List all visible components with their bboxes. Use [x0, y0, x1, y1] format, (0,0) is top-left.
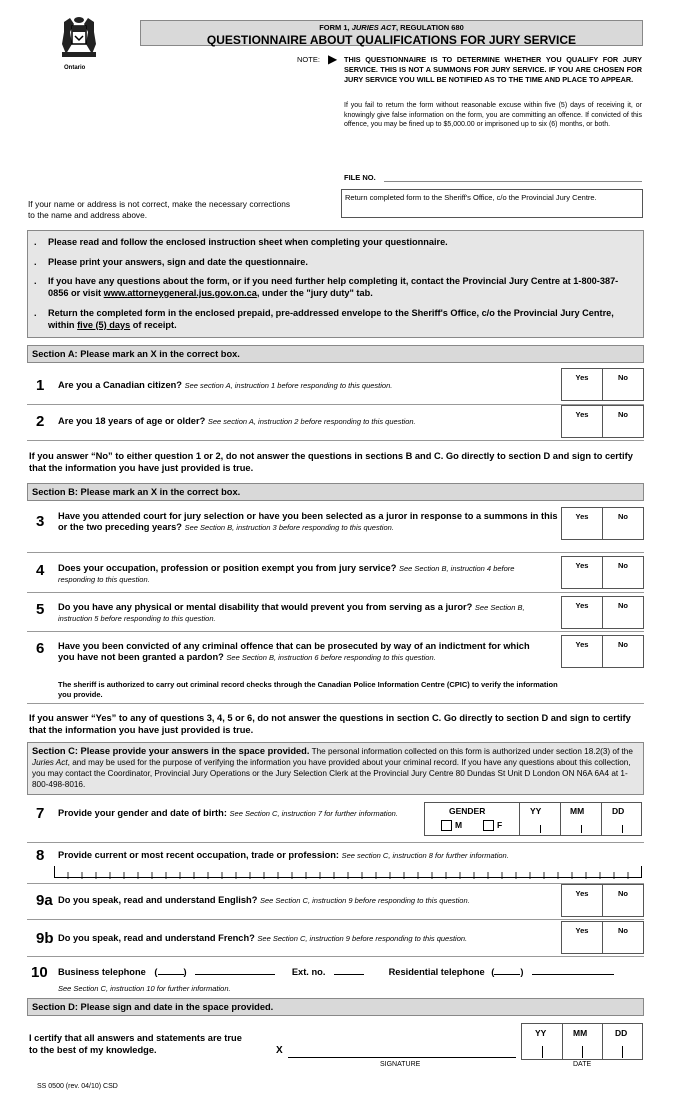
q3-no[interactable]: No [618, 512, 628, 521]
q6-yes-no-box [561, 635, 644, 668]
date-month-field[interactable]: MM [563, 1024, 603, 1059]
question-3-text: Have you attended court for jury selection or have you been selected as a juror in response to a summons in this or the two preceding years? See Section B, instruction 3 before responding to this question. [58, 511, 558, 532]
warning-text: If you fail to return the form without reasonable excuse within five (5) days of receiving it, or knowingly give false information on the form, you are committing an offence. If convicted of this offence, you may be fined up to $5,000.00 or imprisoned up to six (6) months, or both. [344, 102, 642, 129]
question-2-text: Are you 18 years of age or older? See section A, instruction 2 before responding to this question. [58, 416, 416, 426]
gender-male-option[interactable]: M [441, 820, 462, 831]
q2-yes-no-box [561, 405, 644, 438]
business-area-code-field[interactable] [158, 974, 184, 975]
cpic-note: The sheriff is authorized to carry out criminal record checks through the Canadian Police Information Centre (CPIC) to verify the information you provide. [58, 680, 558, 699]
q9b-yes-no-box [561, 921, 644, 954]
signature-label: SIGNATURE [380, 1061, 421, 1068]
section-c-header: Section C: Please provide your answers in the space provided. The personal information collected on this form is authorized under section 18.2(3) of the Juries Act, and may be used for the purpose of verifying the information you have provided about your criminal record. If you have any questions about this collection, you may contact the Coordinator, Provincial Jury Operations or the Jury Selection Clerk at the Provincial Jury Centre 80 Dundas St Unit D London ON N6A 6A4 at 1-800-498-8016. [27, 742, 644, 795]
file-no-label: FILE NO. [344, 173, 376, 182]
q1-yes[interactable]: Yes [562, 369, 603, 400]
q6-no[interactable]: No [618, 640, 628, 649]
form-footer-code: SS 0500 (rev. 04/10) CSD [37, 1083, 118, 1090]
q2-yes[interactable]: Yes [562, 406, 603, 437]
return-instruction-box: Return completed form to the Sheriff's Office, c/o the Provincial Jury Centre. [341, 189, 643, 218]
section-a-header: Section A: Please mark an X in the correct box. [27, 345, 644, 363]
birth-year-field[interactable]: YY [520, 803, 561, 835]
form-title-box [140, 20, 643, 46]
date-day-field[interactable]: DD [615, 1028, 628, 1038]
question-5-text: Do you have any physical or mental disability that would prevent you from serving as a juror? See Section B, instruction 5 before responding to this question. [58, 602, 525, 623]
section-a-note: If you answer “No” to either question 1 or 2, do not answer the questions in sections B and C. Go directly to section D and sign to certify that the information you have just provided is true. [29, 451, 633, 473]
question-1-text: Are you a Canadian citizen? See section A, instruction 1 before responding to this question. [58, 380, 393, 390]
question-number: 9a [36, 892, 53, 909]
female-checkbox[interactable] [483, 820, 494, 831]
section-b-header: Section B: Please mark an X in the correct box. [27, 483, 644, 501]
question-9b-text: Do you speak, read and understand French? See Section C, instruction 9 before responding to this question. [58, 933, 468, 943]
file-no-field[interactable] [384, 181, 642, 182]
question-number: 9b [36, 930, 54, 947]
divider [27, 956, 644, 957]
q4-no[interactable]: No [618, 561, 628, 570]
date-label: DATE [573, 1061, 592, 1068]
signature-x-mark: X [276, 1045, 283, 1056]
gender-dob-box [424, 802, 642, 836]
residential-telephone-field[interactable] [532, 974, 614, 975]
logo-wordmark: Ontario [64, 65, 86, 71]
question-number: 4 [36, 562, 45, 579]
name-correction-note: If your name or address is not correct, make the necessary corrections to the name and address above. [28, 199, 290, 220]
q2-no[interactable]: No [618, 410, 628, 419]
question-10-text: Business telephone ( ) Ext. no. Residential telephone ( ) [58, 967, 638, 978]
q6-yes[interactable]: Yes [562, 636, 603, 667]
question-7-text: Provide your gender and date of birth: See Section C, instruction 7 for further information. [58, 808, 398, 818]
note-arrow-icon: ▶ [328, 52, 338, 66]
divider [27, 552, 644, 553]
question-8-text: Provide current or most recent occupation, trade or profession: See section C, instruction 8 for further information. [58, 850, 509, 860]
question-number: 7 [36, 805, 45, 822]
question-number: 6 [36, 640, 45, 657]
q9a-yes-no-box [561, 884, 644, 917]
question-number: 8 [36, 847, 45, 864]
divider [27, 631, 644, 632]
q1-no[interactable]: No [618, 373, 628, 382]
question-6-text: Have you been convicted of any criminal offence that can be prosecuted by way of an indictment for which you have not been granted a pardon? See Section B, instruction 6 before responding to this question. [58, 641, 530, 662]
question-number: 3 [36, 513, 45, 530]
q9b-no[interactable]: No [618, 926, 628, 935]
birth-month-field[interactable]: MM [561, 803, 602, 835]
divider [27, 440, 644, 441]
section-d-header: Section D: Please sign and date in the space provided. [27, 998, 644, 1016]
form-title: QUESTIONNAIRE ABOUT QUALIFICATIONS FOR JURY SERVICE [206, 33, 577, 47]
section-b-note: If you answer “Yes” to any of questions 3, 4, 5 or 6, do not answer the questions in section C. Go directly to section D and sign to certify that the information you have just provided is true. [29, 713, 631, 735]
question-10-hint: See Section C, instruction 10 for further information. [58, 984, 231, 993]
question-9a-text: Do you speak, read and understand English? See Section C, instruction 9 before responding to this question. [58, 895, 470, 905]
q1-yes-no-box [561, 368, 644, 401]
q9a-yes[interactable]: Yes [562, 885, 603, 916]
certification-statement: I certify that all answers and statements are true to the best of my knowledge. [29, 1033, 242, 1055]
signature-date-box [521, 1023, 643, 1060]
birth-day-field[interactable]: DD [612, 806, 625, 816]
note-label: NOTE: [297, 55, 320, 64]
residential-area-code-field[interactable] [494, 974, 520, 975]
q3-yes[interactable]: Yes [562, 508, 603, 539]
divider [27, 703, 644, 704]
q3-yes-no-box [561, 507, 644, 540]
question-4-text: Does your occupation, profession or position exempt you from jury service? See Section B, instruction 4 before responding to this question. [58, 563, 515, 584]
ontario-coat-of-arms-logo [56, 14, 102, 60]
occupation-character-ticks [54, 870, 642, 879]
question-number: 2 [36, 413, 45, 430]
q9a-no[interactable]: No [618, 889, 628, 898]
instructions-box: . Please read and follow the enclosed instruction sheet when completing your questionnaire. . Please print your answers, sign and date the questionnaire. . If you have any questions about the form, or if you need further help completing it, contact the Provincial Jury Centre at 1-800-387-0856 or visit www.attorneygeneral.jus.gov.on.ca, under the "jury duty" tab. . Return the completed form in the enclosed prepaid, pre-addressed envelope to the Sheriff's Office, c/o the Provincial Jury Centre, within five (5) days of receipt. [27, 230, 644, 338]
extension-field[interactable] [334, 974, 364, 975]
q5-yes[interactable]: Yes [562, 597, 603, 628]
divider [27, 883, 644, 884]
gender-female-option[interactable]: F [483, 820, 502, 831]
divider [27, 404, 644, 405]
note-text: THIS QUESTIONNAIRE IS TO DETERMINE WHETHER YOU QUALIFY FOR JURY SERVICE. THIS IS NOT A SUMMONS FOR JURY SERVICE. IF YOU ARE CHOSEN FOR JURY SERVICE YOU WILL BE NOTIFIED AS TO THE TIME AND PLACE TO APPEAR. [344, 55, 642, 84]
q5-yes-no-box [561, 596, 644, 629]
q5-no[interactable]: No [618, 601, 628, 610]
signature-field[interactable] [288, 1057, 516, 1058]
question-number: 1 [36, 377, 45, 394]
question-number: 5 [36, 601, 45, 618]
gender-label: GENDER [449, 806, 486, 816]
divider [27, 842, 644, 843]
business-telephone-field[interactable] [195, 974, 275, 975]
divider [27, 592, 644, 593]
form-regulation-line: FORM 1, JURIES ACT, REGULATION 680 [319, 23, 464, 32]
q4-yes-no-box [561, 556, 644, 589]
divider [27, 919, 644, 920]
gender-cell [425, 803, 520, 835]
male-checkbox[interactable] [441, 820, 452, 831]
q4-yes[interactable]: Yes [562, 557, 603, 588]
question-number: 10 [31, 964, 48, 981]
date-year-field[interactable]: YY [522, 1024, 563, 1059]
q9b-yes[interactable]: Yes [562, 922, 603, 953]
jury-website-link[interactable]: www.attorneygeneral.jus.gov.on.ca [103, 287, 257, 298]
